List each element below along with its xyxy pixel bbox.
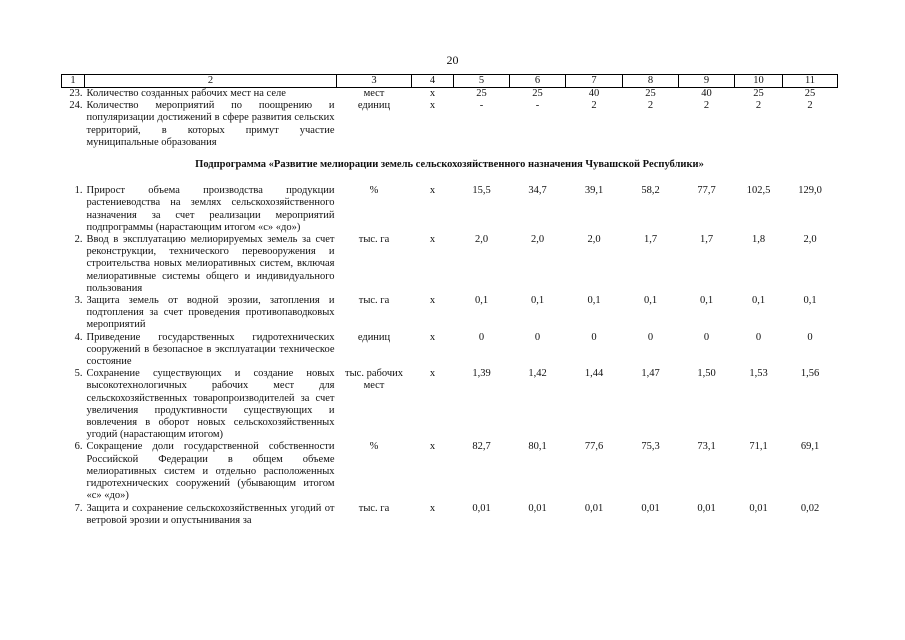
value-cell: 40 (701, 88, 712, 99)
table-row (62, 234, 838, 295)
value-cell: 2 (807, 100, 813, 112)
table-row (62, 100, 838, 149)
unit-cell: единиц (357, 331, 391, 343)
indicator-name: Сохранение существующих и создание новых высокотехнологичных рабочих мест для сельскохозяйственных товаропроизводителей за счет увеличения продуктивности существующих и вовлечения в оборот новых сельскохозяйственных угодий (нарастающим итогом) (86, 368, 335, 441)
value-cell: 73,1 (697, 441, 716, 453)
value-cell: 2,0 (803, 234, 817, 246)
row-number: 5. (74, 368, 83, 380)
header-cell: 2 (85, 75, 337, 88)
value-cell: 0,1 (643, 295, 658, 307)
value-cell: 102,5 (746, 185, 771, 197)
indicator-name: Количество мероприятий по поощрению и популяризации достижений в сфере развития сельских территорий, в которых примут участие муниципальные образования (86, 100, 335, 148)
value-cell: - (535, 100, 540, 112)
row-number: 4. (74, 331, 83, 343)
indicator-name: Защита земель от водной эрозии, затопления и подтопления за счет проведения противопаводковых мероприятий (86, 295, 335, 331)
value-cell: 0,1 (751, 295, 766, 307)
header-cell: 11 (783, 75, 838, 88)
subprogram-title: Подпрограмма «Развитие мелиорации земель сельскохозяйственного назначения Чувашской Республики» (195, 159, 704, 171)
value-cell: 0,1 (474, 295, 489, 307)
value-cell: 77,6 (584, 441, 604, 453)
header-cell: 8 (623, 75, 679, 88)
table-row (62, 185, 838, 234)
x-cell: х (429, 441, 436, 453)
unit-cell: тыс. га (358, 234, 390, 246)
value-cell: - (479, 100, 484, 112)
value-cell: 2 (755, 100, 762, 112)
table-row (62, 503, 838, 527)
value-cell: 2,0 (587, 234, 601, 246)
indicator-name: Приведение государственных гидротехнических сооружений в безопасное в эксплуатации техническое состояние (86, 331, 335, 368)
x-cell: х (429, 502, 436, 514)
value-cell: 0,01 (697, 502, 716, 514)
value-cell: 1,42 (528, 368, 547, 380)
header-cell: 3 (337, 75, 412, 88)
indicators-table (61, 74, 838, 527)
unit-cell: мест (363, 88, 385, 99)
table-row (62, 295, 838, 332)
row-number: 6. (74, 441, 83, 453)
unit-cell: тыс. га (358, 502, 390, 514)
unit-cell: % (369, 185, 379, 197)
header-cell: 1 (62, 75, 85, 88)
value-cell: 0,01 (749, 502, 768, 514)
header-cell: 10 (735, 75, 783, 88)
row-number: 2. (74, 234, 83, 246)
value-cell: 25 (753, 88, 764, 99)
x-cell: х (429, 331, 436, 343)
x-cell: х (429, 185, 436, 197)
value-cell: 2 (703, 100, 710, 112)
value-cell: 0 (478, 331, 485, 343)
value-cell: 71,1 (749, 441, 768, 453)
header-cell: 5 (454, 75, 510, 88)
page-number: 20 (446, 53, 459, 67)
value-cell: 1,7 (643, 234, 658, 246)
x-cell: х (429, 100, 436, 112)
value-cell: 1,8 (751, 234, 766, 246)
subprogram-row (62, 149, 838, 185)
value-cell: 0,01 (528, 502, 547, 514)
value-cell: 80,1 (528, 441, 547, 453)
value-cell: 0,1 (530, 295, 545, 307)
x-cell: х (429, 295, 436, 307)
unit-cell: единиц (357, 100, 391, 112)
table-row (62, 441, 838, 502)
value-cell: 25 (645, 88, 656, 99)
header-cell: 4 (412, 75, 454, 88)
x-cell: х (429, 88, 436, 99)
unit-cell: тыс. га (358, 295, 390, 307)
unit-cell: тыс. рабочих мест (345, 368, 403, 392)
value-cell: 0 (534, 331, 541, 343)
value-cell: 2 (647, 100, 654, 112)
value-cell: 1,39 (472, 368, 491, 380)
value-cell: 2,0 (474, 234, 489, 246)
row-number: 3. (74, 295, 83, 307)
value-cell: 0,01 (584, 502, 604, 514)
value-cell: 0,1 (699, 295, 714, 307)
value-cell: 1,53 (749, 368, 768, 380)
value-cell: 0 (591, 331, 597, 343)
value-cell: 40 (588, 88, 600, 99)
header-cell: 6 (510, 75, 566, 88)
value-cell: 2 (591, 100, 597, 112)
indicator-name: Прирост объема производства продукции растениеводства на землях сельскохозяйственного назначения за счет реализации мероприятий подпрограммы (нарастающим итогом «с» «до») (86, 185, 335, 233)
indicator-name: Количество созданных рабочих мест на селе (86, 88, 286, 99)
header-row (62, 75, 838, 88)
header-cell: 9 (679, 75, 735, 88)
table-row (62, 88, 838, 101)
indicator-name: Ввод в эксплуатацию мелиорируемых земель за счет реконструкции, технического перевооружения и строительства новых мелиоративных систем, включая мелиоративные системы общего и индивидуального пользования (86, 234, 335, 294)
value-cell: 69,1 (800, 441, 820, 453)
indicator-name: Сокращение доли государственной собственности Российской Федерации в общем объеме мелиоративных систем и отдельно расположенных гидротехнических сооружений (убывающим итогом «с» «до») (86, 441, 335, 502)
value-cell: 75,3 (641, 441, 660, 453)
value-cell: 0,01 (641, 502, 660, 514)
header-cell: 7 (566, 75, 623, 88)
unit-cell: % (369, 441, 379, 453)
indicator-name: Защита и сохранение сельскохозяйственных угодий от ветровой эрозии и опустынивания за (86, 502, 335, 526)
value-cell: 15,5 (472, 185, 491, 197)
row-number: 7. (74, 502, 83, 514)
value-cell: 2,0 (530, 234, 545, 246)
value-cell: 25 (476, 88, 487, 99)
value-cell: 1,50 (697, 368, 716, 380)
value-cell: 1,7 (699, 234, 714, 246)
row-number: 1. (74, 185, 83, 197)
value-cell: 1,44 (584, 368, 604, 380)
value-cell: 58,2 (641, 185, 660, 197)
value-cell: 25 (804, 88, 816, 99)
table-body (62, 75, 838, 527)
table-row (62, 332, 838, 369)
value-cell: 129,0 (798, 185, 822, 197)
table-row (62, 368, 838, 441)
value-cell: 0 (755, 331, 762, 343)
value-cell: 0 (647, 331, 654, 343)
row-number: 24. (69, 100, 83, 112)
value-cell: 0,02 (800, 502, 820, 514)
value-cell: 1,56 (800, 368, 820, 380)
x-cell: х (429, 368, 436, 380)
value-cell: 25 (532, 88, 543, 99)
value-cell: 77,7 (697, 185, 716, 197)
x-cell: х (429, 234, 436, 246)
value-cell: 39,1 (584, 185, 604, 197)
value-cell: 0,1 (803, 295, 817, 307)
value-cell: 0 (703, 331, 710, 343)
value-cell: 0,01 (472, 502, 491, 514)
value-cell: 0,1 (587, 295, 601, 307)
value-cell: 0 (807, 331, 813, 343)
value-cell: 1,47 (641, 368, 660, 380)
row-number: 23. (69, 88, 83, 99)
value-cell: 82,7 (472, 441, 491, 453)
value-cell: 34,7 (528, 185, 547, 197)
